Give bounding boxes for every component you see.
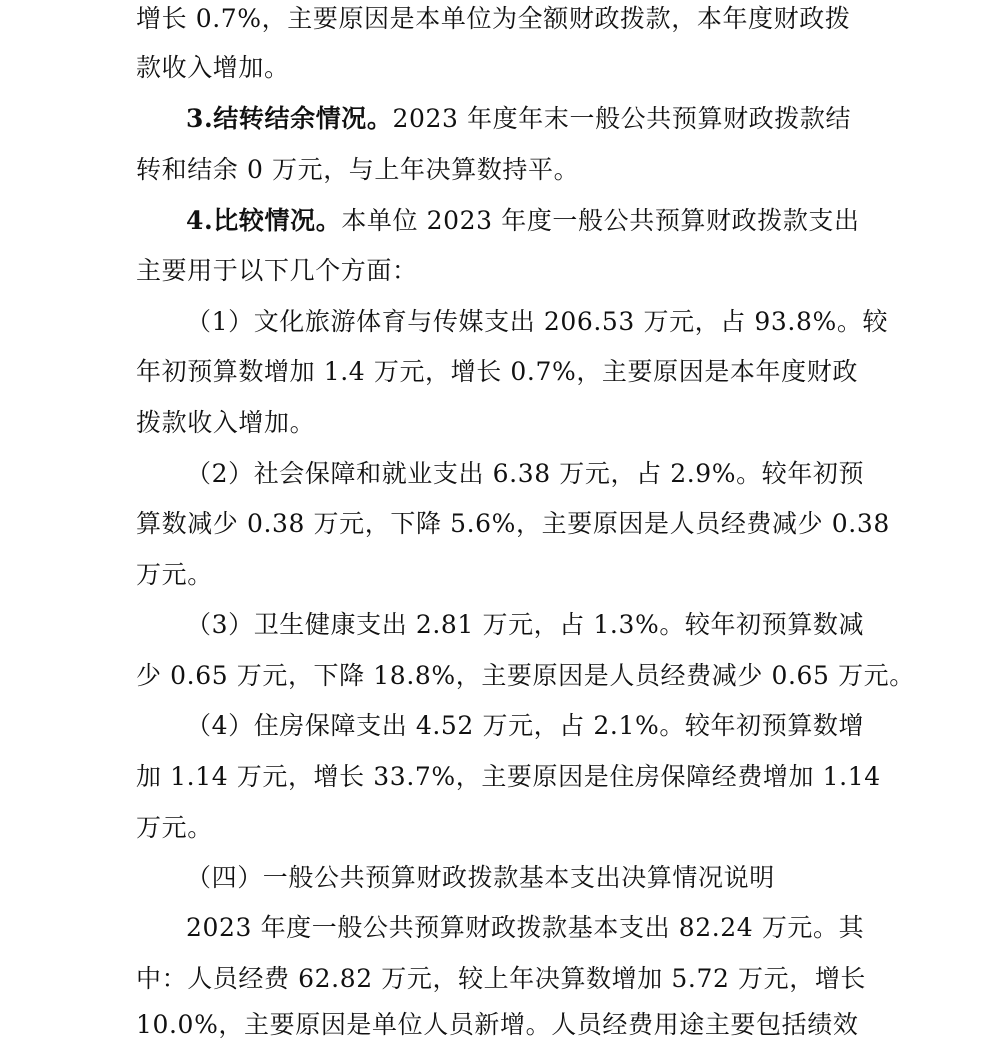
para-4-line-3: 10.0%，主要原因是单位人员新增。人员经费用途主要包括绩效 <box>136 1010 859 1039</box>
para-3-line-1 <box>186 204 860 238</box>
comparison-heading: 4.比较情况。 <box>186 206 342 235</box>
item-2-line-1: （2）社会保障和就业支出 6.38 万元，占 2.9%。较年初预 <box>186 459 865 488</box>
item-2-line-2: 算数减少 0.38 万元，下降 5.6%，主要原因是人员经费减少 0.38 <box>136 509 890 538</box>
para-3-line-2: 主要用于以下几个方面： <box>136 256 418 285</box>
item-3-line-1: （3）卫生健康支出 2.81 万元，占 1.3%。较年初预算数减 <box>186 610 865 639</box>
item-1-line-1: （1）文化旅游体育与传媒支出 206.53 万元，占 93.8%。较 <box>186 307 889 336</box>
para-1-line-1: 增长 0.7%，主要原因是本单位为全额财政拨款，本年度财政拨 <box>136 4 851 33</box>
para-4-line-1: 2023 年度一般公共预算财政拨款基本支出 82.24 万元。其 <box>186 913 865 942</box>
item-2-line-3: 万元。 <box>136 560 213 589</box>
para-2-line-2: 转和结余 0 万元，与上年决算数持平。 <box>136 155 580 184</box>
item-4-line-1: （4）住房保障支出 4.52 万元，占 2.1%。较年初预算数增 <box>186 711 865 740</box>
para-3-line-1-text: 本单位 2023 年度一般公共预算财政拨款支出 <box>341 206 860 235</box>
item-3-line-2: 少 0.65 万元，下降 18.8%，主要原因是人员经费减少 0.65 万元。 <box>136 661 915 690</box>
item-4-line-3: 万元。 <box>136 813 213 842</box>
para-4-line-2: 中：人员经费 62.82 万元，较上年决算数增加 5.72 万元，增长 <box>136 964 867 993</box>
para-1-line-2: 款收入增加。 <box>136 53 290 82</box>
item-1-line-2: 年初预算数增加 1.4 万元，增长 0.7%，主要原因是本年度财政 <box>136 357 858 386</box>
item-4-line-2: 加 1.14 万元，增长 33.7%，主要原因是住房保障经费增加 1.14 <box>136 762 881 791</box>
carryover-heading: 3.结转结余情况。 <box>186 104 393 133</box>
para-2-line-1-text: 2023 年度年末一般公共预算财政拨款结 <box>392 104 852 133</box>
item-1-line-3: 拨款收入增加。 <box>136 408 316 437</box>
para-2-line-1 <box>186 102 851 136</box>
section-4-heading: （四）一般公共预算财政拨款基本支出决算情况说明 <box>186 863 775 892</box>
